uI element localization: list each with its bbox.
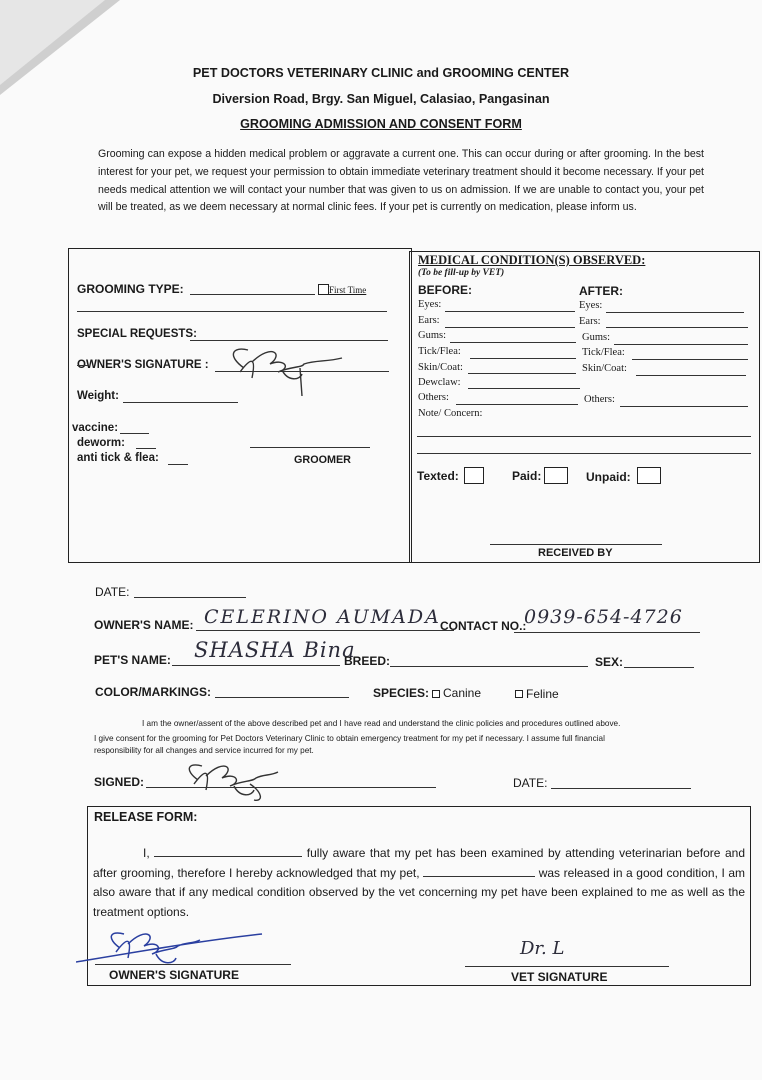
weight-field[interactable]	[123, 402, 238, 403]
signed-signature-scribble	[180, 756, 280, 804]
weight-label: Weight:	[77, 390, 119, 402]
contact-no-field[interactable]	[514, 632, 700, 633]
after-eyes-label: Eyes:	[579, 300, 603, 311]
clinic-address: Diversion Road, Brgy. San Miguel, Calasiao, Pangasinan	[212, 92, 550, 106]
feline-label: Feline	[526, 687, 559, 701]
owners-name-handwritten: CELERINO AUMADA	[204, 606, 441, 628]
note-concern-label: Note/ Concern:	[418, 408, 483, 419]
deworm-label: deworm:	[77, 437, 125, 449]
owner-signature-scribble	[222, 338, 347, 398]
pets-name-field[interactable]	[172, 665, 340, 666]
owners-name-field[interactable]	[196, 630, 454, 631]
anti-tick-field[interactable]	[168, 464, 188, 465]
groomer-label: GROOMER	[294, 454, 351, 466]
release-text-2: fully aware that my pet has been examined by attending veterinarian before and after grooming, therefore I hereby acknowledged that my pet,	[93, 846, 745, 880]
note-line-1[interactable]	[417, 436, 751, 437]
consent-date-label: DATE:	[513, 776, 548, 790]
groomer-field[interactable]	[250, 447, 370, 448]
release-form-title: RELEASE FORM:	[94, 810, 198, 824]
grooming-type-field-2[interactable]	[77, 311, 387, 312]
signed-label: SIGNED:	[94, 775, 145, 789]
before-skincoat-field[interactable]	[468, 373, 576, 374]
pets-name-label: PET'S NAME:	[94, 653, 171, 667]
color-markings-field[interactable]	[215, 697, 349, 698]
unpaid-label: Unpaid:	[586, 470, 631, 484]
after-label: AFTER:	[579, 284, 623, 298]
unpaid-checkbox[interactable]	[637, 467, 661, 484]
texted-label: Texted:	[417, 469, 459, 483]
first-time-checkbox[interactable]	[318, 284, 329, 295]
paid-checkbox[interactable]	[544, 467, 568, 484]
after-skincoat-field[interactable]	[636, 375, 746, 376]
vet-fill-note: (To be fill-up by VET)	[418, 268, 505, 278]
before-others-field[interactable]	[456, 404, 578, 405]
owners-name-label: OWNER'S NAME:	[94, 618, 194, 632]
pets-name-handwritten: SHASHA Bina	[194, 638, 356, 662]
strike-mark	[77, 365, 89, 366]
canine-label: Canine	[443, 686, 482, 700]
date-field[interactable]	[134, 597, 246, 598]
special-requests-label: SPECIAL REQUESTS:	[77, 328, 197, 340]
grooming-type-field[interactable]	[190, 294, 315, 295]
grooming-type-label: GROOMING TYPE:	[77, 282, 184, 296]
anti-tick-label: anti tick & flea:	[77, 452, 159, 464]
release-owner-signature-scribble	[76, 922, 266, 974]
before-ears-label: Ears:	[418, 315, 440, 326]
before-dewclaw-label: Dewclaw:	[418, 377, 461, 388]
before-tickflea-label: Tick/Flea:	[418, 346, 461, 357]
received-by-field[interactable]	[490, 544, 662, 545]
breed-field[interactable]	[390, 666, 588, 667]
before-tickflea-field[interactable]	[470, 358, 576, 359]
consent-line-3: responsibility for all changes and service incurred for my pet.	[94, 746, 314, 755]
release-text-3: was released in a good condition, I am also aware that if any medical condition observed by the vet concerning my pet have been explained to me as well as the treatment options.	[93, 865, 745, 919]
after-others-field[interactable]	[620, 406, 748, 407]
release-text-1: I,	[143, 846, 150, 860]
before-gums-label: Gums:	[418, 330, 447, 341]
before-gums-field[interactable]	[450, 342, 576, 343]
vet-initials-handwritten: Dr. L	[520, 938, 565, 959]
vaccine-field[interactable]	[120, 433, 149, 434]
after-ears-label: Ears:	[579, 316, 601, 327]
before-eyes-label: Eyes:	[418, 299, 442, 310]
sex-field[interactable]	[624, 667, 694, 668]
owner-name-blank[interactable]	[154, 845, 302, 857]
sex-label: SEX:	[595, 655, 624, 669]
before-label: BEFORE:	[418, 283, 472, 297]
feline-checkbox[interactable]	[515, 690, 523, 698]
after-tickflea-field[interactable]	[632, 359, 748, 360]
contact-no-handwritten: 0939-654-4726	[524, 606, 683, 628]
release-paragraph	[93, 844, 745, 922]
owner-signature-label: OWNER'S SIGNATURE :	[77, 359, 209, 371]
consent-line-1: I am the owner/assent of the above described pet and I have read and understand the clinic policies and procedures outlined above.	[142, 719, 621, 728]
form-title: GROOMING ADMISSION AND CONSENT FORM	[240, 117, 522, 131]
after-gums-label: Gums:	[582, 332, 611, 343]
after-ears-field[interactable]	[606, 327, 748, 328]
after-gums-field[interactable]	[614, 344, 748, 345]
clinic-name: PET DOCTORS VETERINARY CLINIC and GROOMING CENTER	[192, 66, 570, 80]
vaccine-label: vaccine:	[72, 422, 119, 434]
after-others-label: Others:	[584, 394, 615, 405]
consent-line-2: I give consent for the grooming for Pet Doctors Veterinary Clinic to obtain emergency treatment for my pet if necessary. I assume full financial	[94, 734, 605, 743]
contact-no-label: CONTACT NO.:	[440, 619, 527, 633]
pet-name-blank[interactable]	[423, 865, 535, 877]
date-label: DATE:	[95, 585, 130, 599]
color-markings-label: COLOR/MARKINGS:	[95, 685, 211, 699]
after-skincoat-label: Skin/Coat:	[582, 363, 627, 374]
texted-checkbox[interactable]	[464, 467, 484, 484]
species-label: SPECIES:	[373, 686, 430, 700]
consent-date-field[interactable]	[551, 788, 691, 789]
intro-paragraph: Grooming can expose a hidden medical problem or aggravate a current one. This can occur during or after grooming. In the best interest for your pet, we request your permission to obtain immediate veterinary treatment should it become necessary. If your pet needs medical attention we will contact your number that was given to us on admission. If we are unable to contact you, your pet will be treated, as we deem necessary at normal clinic fees. If your pet is currently on medication, please inform us.	[98, 148, 704, 214]
before-others-label: Others:	[418, 392, 449, 403]
medical-condition-title: MEDICAL CONDITION(S) OBSERVED:	[418, 253, 646, 267]
before-eyes-field[interactable]	[445, 311, 575, 312]
canine-checkbox[interactable]	[432, 690, 440, 698]
vet-signature-label: VET SIGNATURE	[511, 970, 608, 984]
after-tickflea-label: Tick/Flea:	[582, 347, 625, 358]
after-eyes-field[interactable]	[606, 312, 744, 313]
before-dewclaw-field[interactable]	[468, 388, 580, 389]
before-ears-field[interactable]	[445, 327, 575, 328]
note-line-2[interactable]	[417, 453, 751, 454]
before-skincoat-label: Skin/Coat:	[418, 362, 463, 373]
vet-signature-line[interactable]	[465, 966, 669, 967]
deworm-field[interactable]	[136, 448, 156, 449]
paid-label: Paid:	[512, 469, 542, 483]
received-by-label: RECEIVED BY	[538, 547, 613, 559]
release-owner-signature-label: OWNER'S SIGNATURE	[109, 968, 239, 982]
first-time-label: First Time	[329, 285, 367, 295]
breed-label: BREED:	[344, 654, 391, 668]
